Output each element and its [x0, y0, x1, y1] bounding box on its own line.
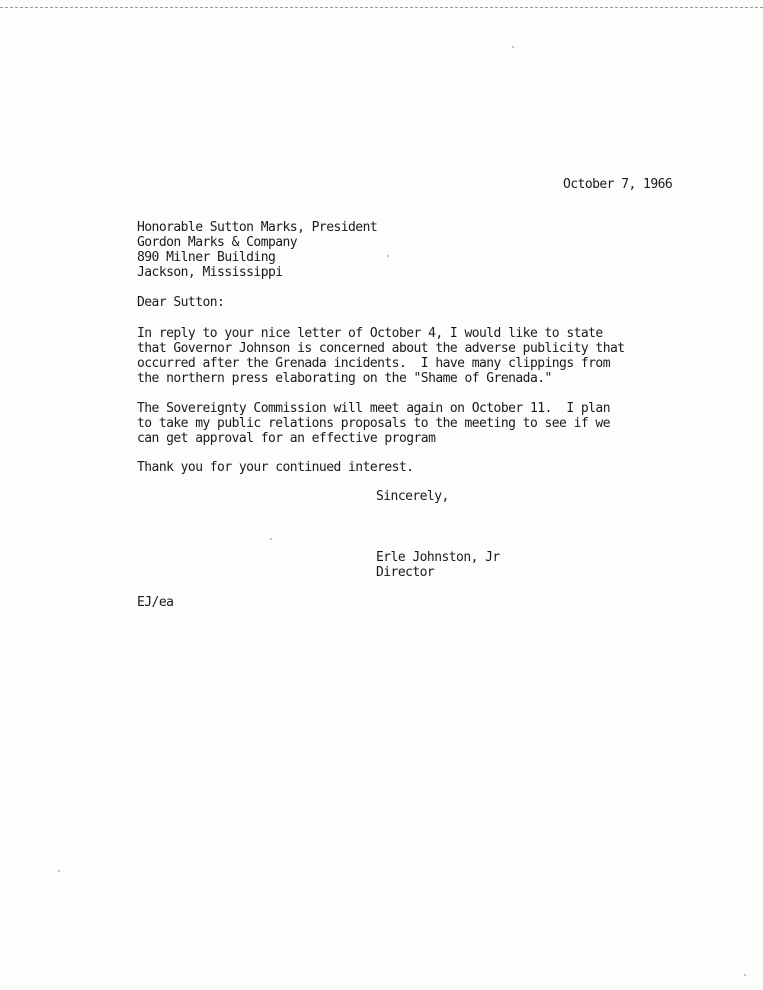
- paper-speck: [387, 255, 389, 257]
- paper-speck: [744, 974, 746, 976]
- paragraph-1-line-1: In reply to your nice letter of October 4, I would like to state: [137, 326, 603, 341]
- paragraph-1-line-4: the northern press elaborating on the "Shame of Grenada.": [137, 371, 552, 386]
- address-line-3: 890 Milner Building: [137, 250, 276, 265]
- address-line-4: Jackson, Mississippi: [137, 265, 283, 280]
- paragraph-1-line-3: occurred after the Grenada incidents. I have many clippings from: [137, 356, 610, 371]
- paragraph-3: Thank you for your continued interest.: [137, 460, 414, 475]
- paper-speck: [58, 870, 60, 872]
- paragraph-2-line-3: can get approval for an effective program: [137, 431, 436, 446]
- paper-speck: [270, 538, 272, 540]
- salutation: Dear Sutton:: [137, 295, 225, 310]
- paper-speck: [512, 46, 514, 48]
- address-line-1: Honorable Sutton Marks, President: [137, 220, 378, 235]
- reference-initials: EJ/ea: [137, 595, 174, 610]
- address-line-2: Gordon Marks & Company: [137, 235, 298, 250]
- letter-date: October 7, 1966: [563, 177, 673, 192]
- signer-title: Director: [376, 565, 435, 580]
- paragraph-2-line-2: to take my public relations proposals to the meeting to see if we: [137, 416, 610, 431]
- closing: Sincerely,: [376, 489, 449, 504]
- paragraph-2-line-1: The Sovereignty Commission will meet again on October 11. I plan: [137, 401, 610, 416]
- page-top-edge: [0, 0, 763, 8]
- paragraph-1-line-2: that Governor Johnson is concerned about the adverse publicity that: [137, 341, 625, 356]
- signer-name: Erle Johnston, Jr: [376, 550, 500, 565]
